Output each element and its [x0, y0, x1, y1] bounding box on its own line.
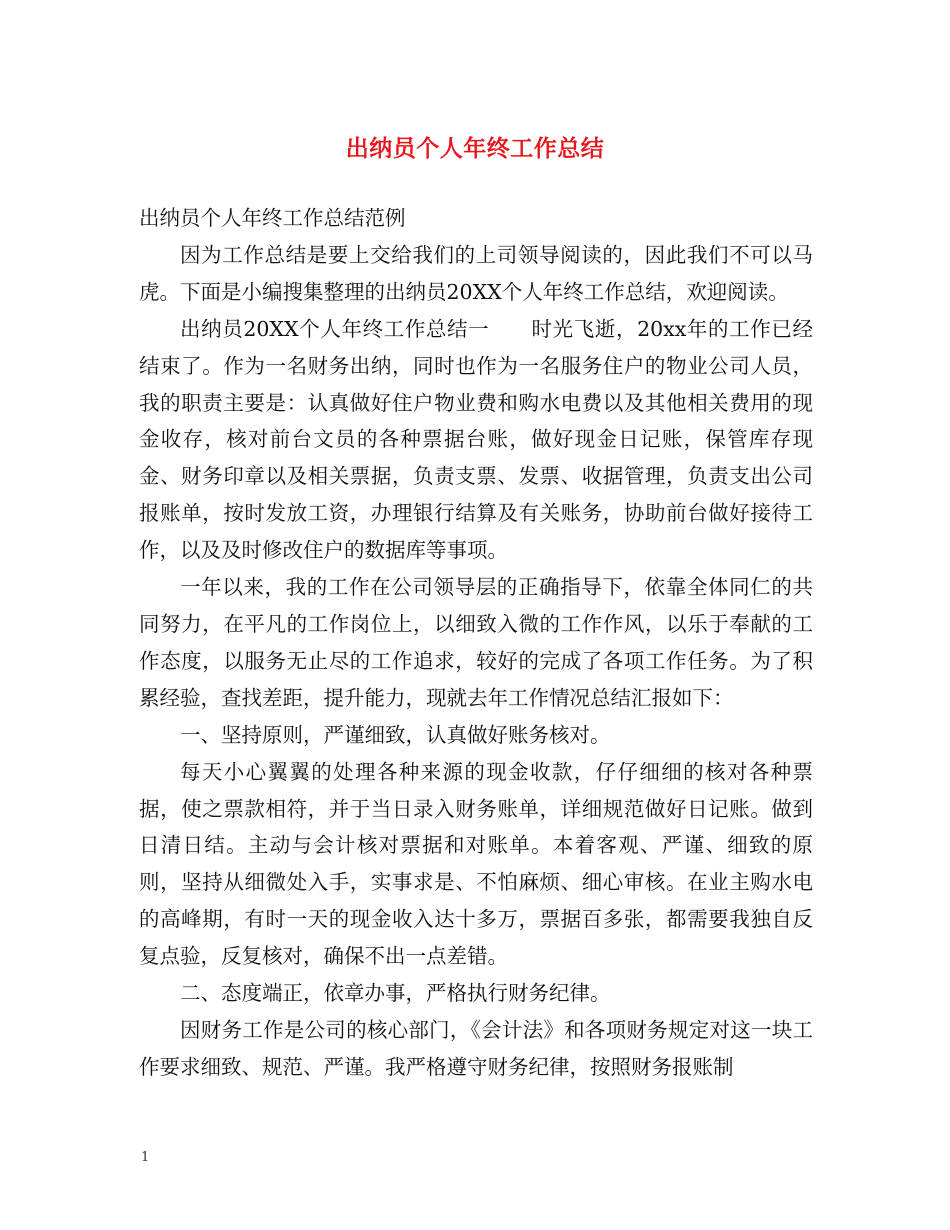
intro-paragraph: 因为工作总结是要上交给我们的上司领导阅读的，因此我们不可以马虎。下面是小编搜集整理的出纳员20XX个人年终工作总结，欢迎阅读。: [139, 242, 813, 304]
section-two-paragraph: 因财务工作是公司的核心部门，《会计法》和各项财务规定对这一块工作要求细致、规范、严谨。我严格遵守财务纪律，按照财务报账制: [139, 1017, 813, 1079]
page-number: 1: [141, 1150, 150, 1165]
summary-paragraph: 一年以来，我的工作在公司领导层的正确指导下，依靠全体同仁的共同努力，在平凡的工作岗位上，以细致入微的工作作风，以乐于奉献的工作态度，以服务无止尽的工作追求，较好的完成了各项工作任务。为了积累经验，查找差距，提升能力，现就去年工作情况总结汇报如下：: [139, 575, 813, 710]
subtitle-paragraph: 出纳员个人年终工作总结范例: [139, 206, 406, 230]
section-heading-two: 二、态度端正，依章办事，严格执行财务纪律。: [180, 981, 611, 1006]
section-heading-one: 一、坚持原则，严谨细致，认真做好账务核对。: [180, 722, 611, 747]
document-body: [139, 200, 813, 1086]
document-title: 出纳员个人年终工作总结: [345, 135, 605, 162]
duties-paragraph: 出纳员20XX个人年终工作总结一 时光飞逝，20xx年的工作已经结束了。作为一名财务出纳，同时也作为一名服务住户的物业公司人员，我的职责主要是：认真做好住户物业费和购水电费以及其他相关费用的现金收存，核对前台文员的各种票据台账，做好现金日记账，保管库存现金、财务印章以及相关票据，负责支票、发票、收据管理，负责支出公司报账单，按时发放工资，办理银行结算及有关账务，协助前台做好接待工作，以及及时修改住户的数据库等事项。: [139, 316, 813, 563]
section-one-paragraph: 每天小心翼翼的处理各种来源的现金收款，仔仔细细的核对各种票据，使之票款相符，并于当日录入财务账单，详细规范做好日记账。做到日清日结。主动与会计核对票据和对账单。本着客观、严谨、细致的原则，坚持从细微处入手，实事求是、不怕麻烦、细心审核。在业主购水电的高峰期，有时一天的现金收入达十多万，票据百多张，都需要我独自反复点验，反复核对，确保不出一点差错。: [139, 759, 813, 969]
